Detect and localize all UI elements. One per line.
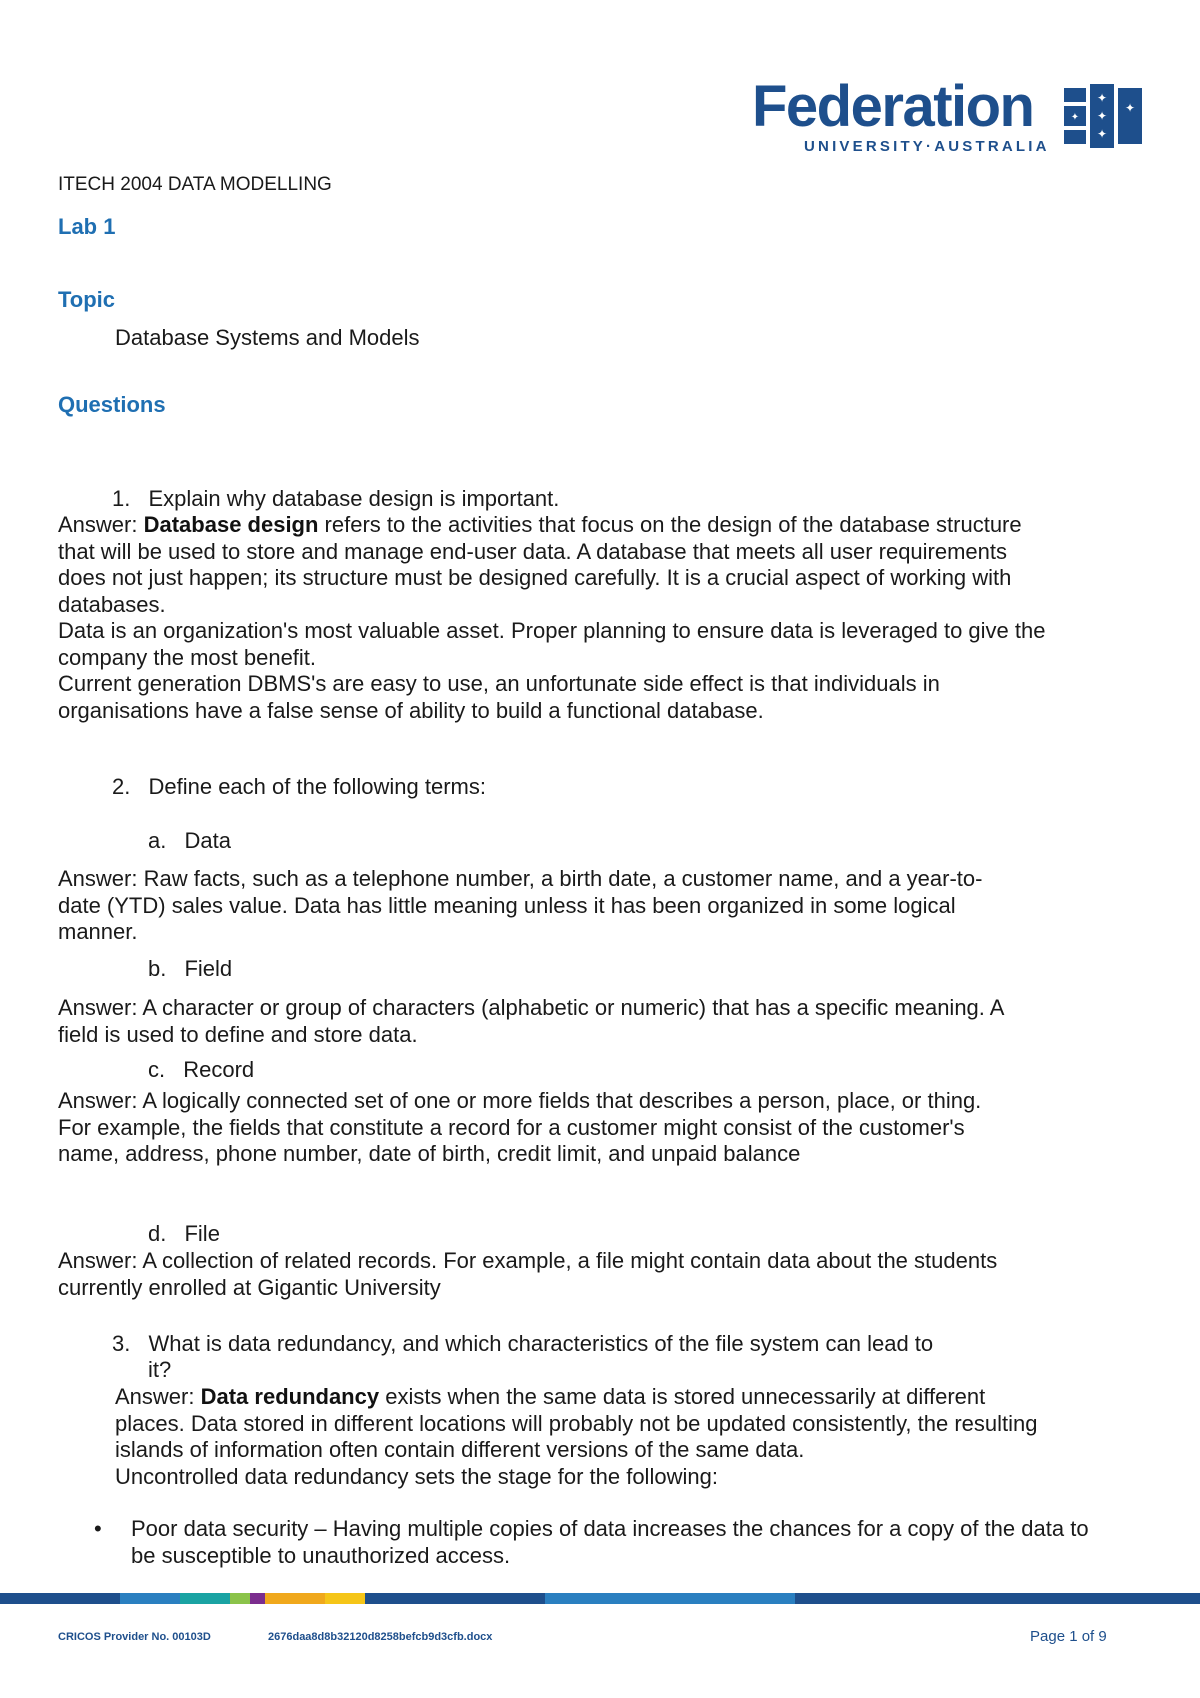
question-1 [112,486,559,513]
answer-lead: Uncontrolled data redundancy sets the stage for the following: [115,1463,718,1489]
question-1-answer [58,512,1058,724]
question-text: Define each of the following terms: [148,774,486,799]
bar-segment [120,1593,180,1604]
question-2 [112,774,486,801]
term-label: a. [148,828,167,853]
svg-text:✦: ✦ [1096,91,1108,105]
question-3-answer [115,1384,1045,1490]
term-b [148,956,232,983]
topic-heading: Topic [58,287,116,312]
term-label: c. [148,1057,166,1082]
bar-segment [230,1593,250,1604]
answer-term: Data redundancy [200,1384,380,1409]
question-3-continued: it? [148,1357,172,1382]
lab-title: Lab 1 [58,214,116,239]
term-name: Record [183,1057,255,1082]
term-d [148,1221,220,1248]
federation-university-logo [752,74,1142,168]
bar-segment [325,1593,365,1604]
bar-segment [265,1593,325,1604]
bar-segment [250,1593,265,1604]
answer-prefix: Answer: [58,512,144,537]
question-text: What is data redundancy, and which characteristics of the file system can lead to [148,1331,934,1356]
term-label: b. [148,956,167,981]
answer-prefix: Answer: [115,1384,201,1409]
svg-text:✦: ✦ [1096,109,1108,123]
cricos-provider: CRICOS Provider No. 00103D [58,1631,211,1643]
term-b-answer: Answer: A character or group of characters (alphabetic or numeric) that has a specific meaning. A field is used to define and store data. [58,995,1004,1047]
bar-segment [795,1593,1200,1604]
bar-segment [545,1593,795,1604]
question-3 [112,1331,933,1358]
answer-text: exists when the same data is stored unnecessarily at different places. Data stored in different locations will probably not be updated consistently, the resulting islands of information often contain different versions of the same data. [115,1384,1038,1462]
page-number: Page 1 of 9 [1030,1628,1107,1645]
bullet-icon: • [94,1516,102,1541]
term-a [148,828,231,855]
bar-segment [365,1593,545,1604]
flag-icon [1064,84,1142,148]
topic-value: Database Systems and Models [115,325,420,350]
term-c-answer: Answer: A logically connected set of one or more fields that describes a person, place, or thing. For example, the fields that constitute a record for a customer might consist of the customer's name, address, phone number, date of birth, credit limit, and unpaid balance [58,1088,982,1166]
term-label: d. [148,1221,167,1246]
question-number: 3. [112,1331,131,1356]
document-filename: 2676daa8d8b32120d8258befcb9d3cfb.docx [268,1631,493,1643]
question-number: 1. [112,486,131,511]
logo-wordmark: Federation [752,74,1034,139]
answer-paragraph: Data is an organization's most valuable asset. Proper planning to ensure data is leveraged to give the company the most benefit. [58,618,1046,670]
logo-subtitle: UNIVERSITY·AUSTRALIA [804,138,1050,155]
svg-text:✦: ✦ [1070,112,1080,123]
question-number: 2. [112,774,131,799]
answer-paragraph: Current generation DBMS's are easy to use, an unfortunate side effect is that individuals in organisations have a false sense of ability to build a functional database. [58,671,940,723]
term-a-answer: Answer: Raw facts, such as a telephone number, a birth date, a customer name, and a year-to-date (YTD) sales value. Data has little meaning unless it has been organized in some logical manner. [58,866,983,944]
bar-segment [0,1593,120,1604]
questions-heading: Questions [58,392,166,417]
course-title: ITECH 2004 DATA MODELLING [58,174,332,195]
question-text: Explain why database design is important. [148,486,560,511]
svg-text:✦: ✦ [1096,127,1108,141]
bar-segment [180,1593,230,1604]
answer-term: Database design [143,512,319,537]
term-d-answer: Answer: A collection of related records. For example, a file might contain data about the students currently enrolled at Gigantic University [58,1248,998,1300]
svg-text:✦: ✦ [1124,101,1136,115]
term-name: File [184,1221,220,1246]
term-name: Field [184,956,233,981]
term-name: Data [184,828,231,853]
term-c [148,1057,254,1084]
footer-color-bar [0,1593,1200,1604]
bullet-item: Poor data security – Having multiple copies of data increases the chances for a copy of the data to be susceptible to unauthorized access. [131,1516,1089,1568]
answer-text: refers to the activities that focus on the design of the database structure that will be used to store and manage end-user data. A database that meets all user requirements does not just happen; its structure must be designed carefully. It is a crucial aspect of working with databases. [58,512,1022,617]
